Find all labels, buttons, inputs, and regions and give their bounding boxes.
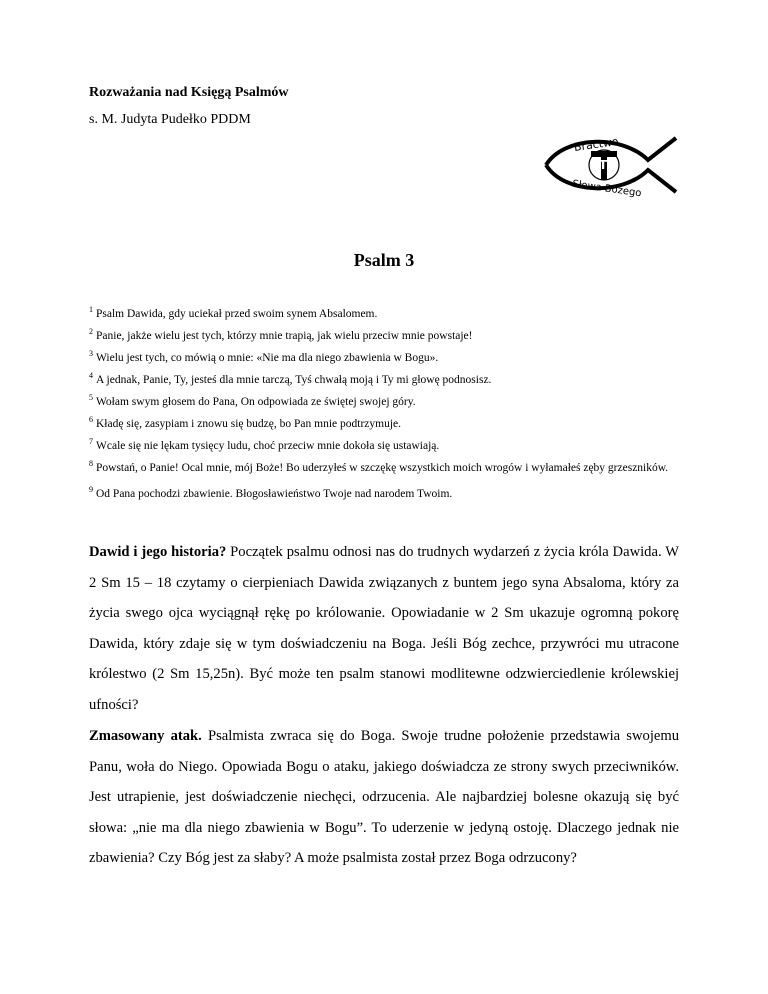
verse-number: 5 [89,393,93,402]
commentary-section [89,721,679,874]
verse [89,321,679,343]
verse [89,365,679,387]
verse-number: 2 [89,327,93,336]
verse-text: Wcale się nie lękam tysięcy ludu, choć przeciw mnie dokoła się ustawiają. [96,440,440,452]
psalm-verses [89,299,679,501]
verse [89,299,679,321]
verse-text: Od Pana pochodzi zbawienie. Błogosławieństwo Twoje nad narodem Twoim. [96,488,453,500]
logo-top-text: Bractwo [573,134,620,155]
document-author: s. M. Judyta Pudełko PDDM [89,112,251,127]
verse-text: Powstań, o Panie! Ocal mnie, mój Boże! Bo uderzyłeś w szczękę wszystkich moich wrogów i wyłamałeś zęby grzeszników. [96,462,669,474]
verse [89,479,679,501]
verse-text: Wołam swym głosem do Pana, On odpowiada ze świętej swojej góry. [96,396,416,408]
logo-center-letter: T [599,158,608,172]
verse-number: 8 [89,459,93,468]
verse-text: Kładę się, zasypiam i znowu się budzę, bo Pan mnie podtrzymuje. [96,418,401,430]
verse [89,431,679,453]
logo-graphic [536,132,681,198]
verse-text: A jednak, Panie, Ty, jesteś dla mnie tarczą, Tyś chwałą moją i Ty mi głowę podnosisz. [96,374,492,386]
verse-number: 1 [89,305,93,314]
verse [89,387,679,409]
verse [89,343,679,365]
verse-number: 9 [89,485,93,494]
section-body: Psalmista zwraca się do Boga. Swoje trudne położenie przedstawia swojemu Panu, woła do Niego. Opowiada Bogu o ataku, jakiego doświadcza ze strony swych przeciwników. Jest utrapienie, jest doświadczenie niechęci, odrzucenia. Ale najbardziej bolesne okazują się być słowa: „nie ma dla niego zbawienia w Bogu”. To uderzenie w jedyną ostoję. Dlaczego jednak nie zbawienia? Czy Bóg jest za słaby? A może psalmista został przez Boga odrzucony? [89,728,679,866]
verse-number: 7 [89,437,93,446]
psalm-title: Psalm 3 [353,250,415,270]
section-heading: Dawid i jego historia? [89,544,227,560]
verse-number: 6 [89,415,93,424]
section-body: Początek psalmu odnosi nas do trudnych wydarzeń z życia króla Dawida. W 2 Sm 15 – 18 czytamy o cierpieniach Dawida związanych z buntem jego syna Absaloma, który za życia swego ojca wyciągnął rękę po królowanie. Opowiadanie w 2 Sm ukazuje ogromną pokorę Dawida, który zdaje się w tym doświadczeniu na Boga. Jeśli Bóg zechce, przywróci mu utracone królestwo (2 Sm 15,25n). Być może ten psalm stanowi modlitewne odzwierciedlenie królewskiej ufności? [89,544,679,713]
verse [89,409,679,431]
logo-bottom-text: Słowa Bożego [571,178,643,198]
document-title: Rozważania nad Księgą Psalmów [89,85,289,100]
verse-number: 4 [89,371,93,380]
section-heading: Zmasowany atak. [89,728,202,744]
verse-text: Panie, jakże wielu jest tych, którzy mnie trapią, jak wielu przeciw mnie powstaje! [96,330,473,342]
commentary-section [89,537,679,720]
verse [89,453,679,479]
verse-number: 3 [89,349,93,358]
verse-text: Psalm Dawida, gdy uciekał przed swoim synem Absalomem. [96,308,378,320]
verse-text: Wielu jest tych, co mówią o mnie: «Nie ma dla niego zbawienia w Bogu». [96,352,439,364]
fish-tau-icon [536,132,681,198]
